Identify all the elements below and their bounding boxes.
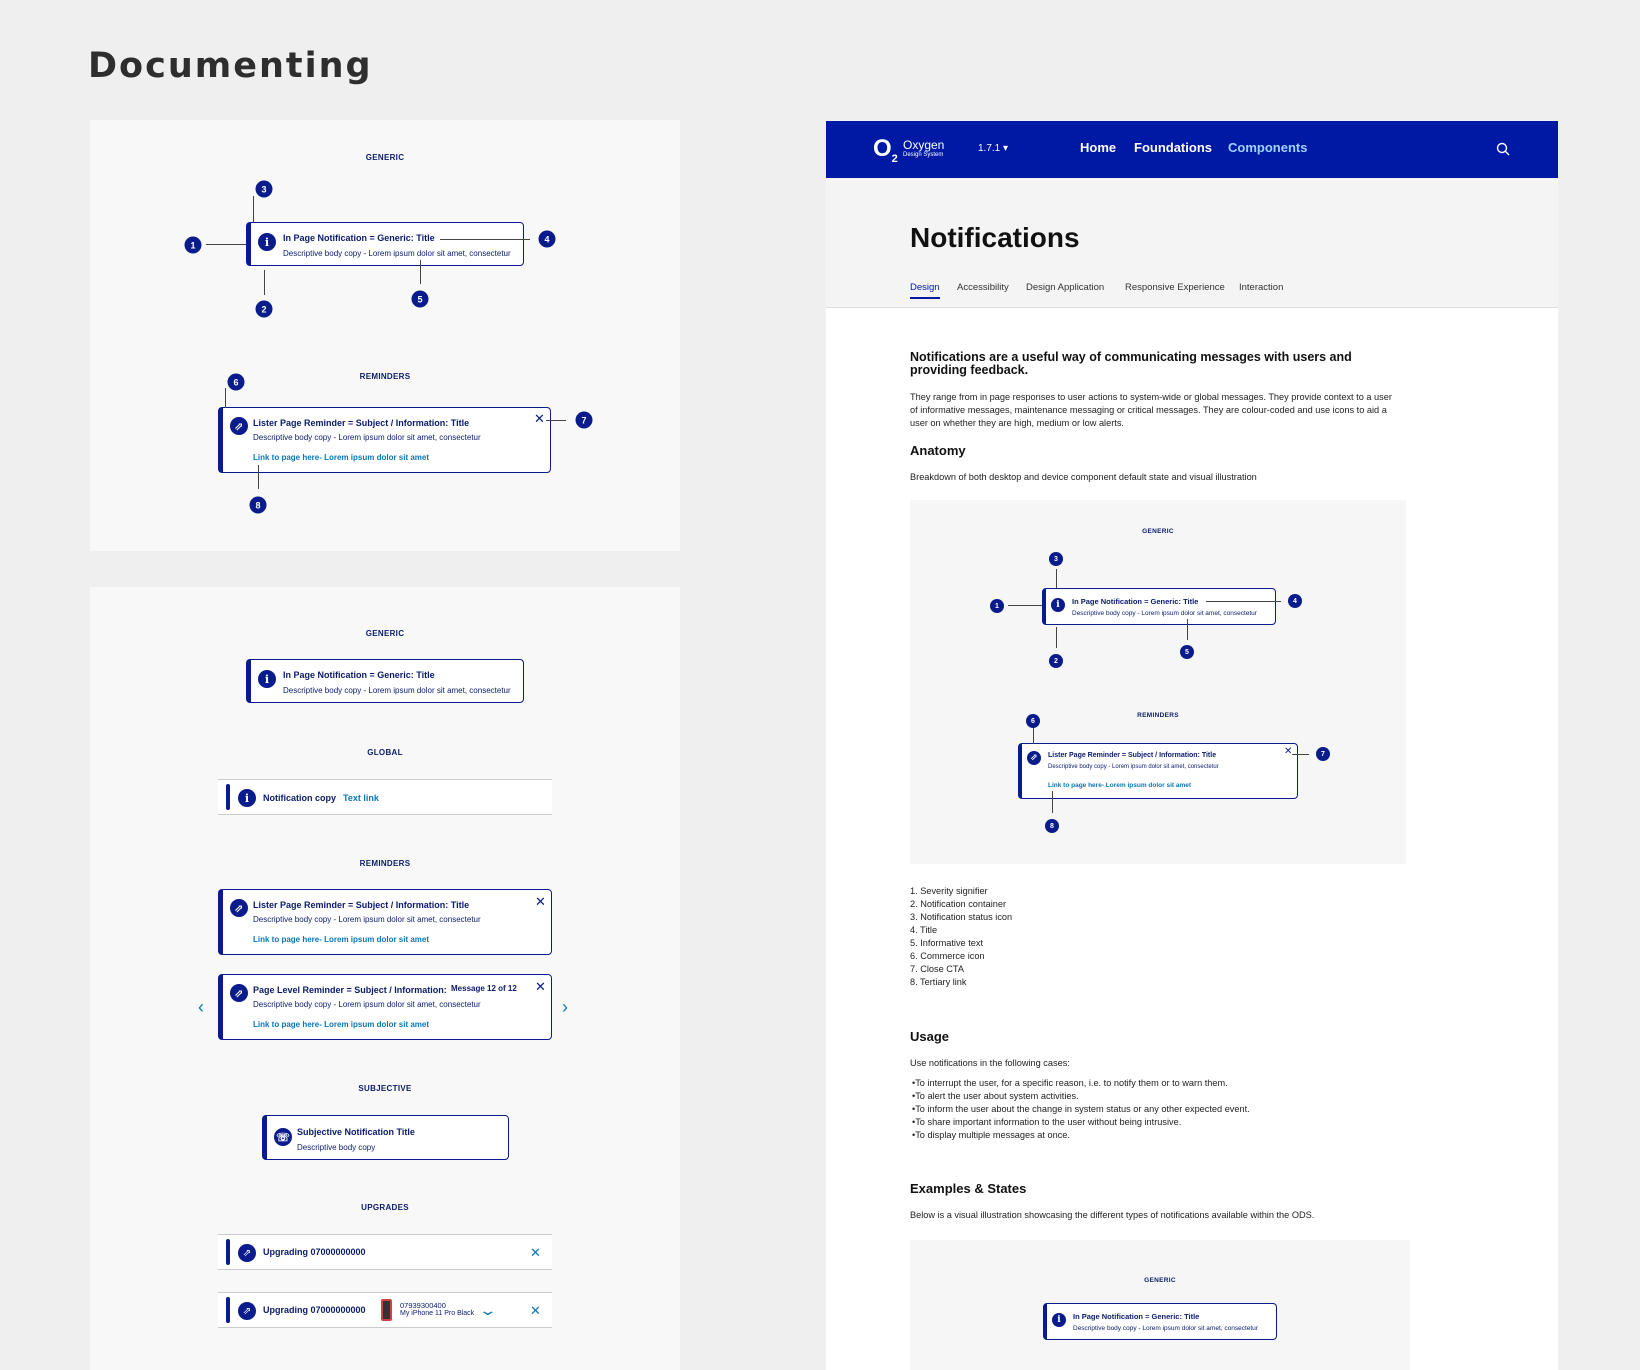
upgrade-notification-device <box>218 1292 552 1328</box>
anatomy-list-item: 5. Informative text <box>910 938 984 948</box>
phone-number: 07939300400 <box>400 1301 446 1310</box>
close-icon[interactable]: ✕ <box>530 1245 541 1260</box>
reminder-body: Descriptive body copy - Lorem ipsum dolor sit amet, consectetur <box>1048 764 1219 770</box>
reminder-body: Descriptive body copy - Lorem ipsum dolor sit amet, consectetur <box>253 915 481 924</box>
brand-subtitle: Design System <box>903 152 944 158</box>
version-select[interactable]: 1.7.1 ▾ <box>978 143 1009 154</box>
commerce-icon: ⇗ <box>230 899 248 917</box>
subjective-title: Subjective Notification Title <box>297 1127 415 1137</box>
severity-stripe <box>226 1297 230 1323</box>
illus-label-generic: GENERIC <box>1144 1277 1176 1284</box>
marker-6: 6 <box>228 374 245 391</box>
nav-components[interactable]: Components <box>1228 140 1308 155</box>
anatomy-list-item: 2. Notification container <box>910 899 1007 909</box>
section-label-upgrades: UPGRADES <box>361 1203 409 1212</box>
close-icon[interactable]: ✕ <box>530 1303 541 1318</box>
notification-body: Descriptive body copy - Lorem ipsum dolor sit amet, consectetur <box>283 249 511 258</box>
global-text-link[interactable]: Text link <box>343 793 379 803</box>
brand-name: Oxygen <box>903 138 945 152</box>
commerce-icon: ⇗ <box>1027 751 1041 765</box>
usage-description: Use notifications in the following cases: <box>910 1058 1070 1068</box>
illus-label-generic: GENERIC <box>1142 528 1174 535</box>
info-icon: i <box>238 789 256 807</box>
info-icon: i <box>1052 1313 1066 1327</box>
illus-lister-reminder <box>1018 743 1298 799</box>
nav-home[interactable]: Home <box>1080 140 1117 155</box>
notification-body: Descriptive body copy - Lorem ipsum dolor sit amet, consectetur <box>1073 1325 1258 1332</box>
usage-list-item: •To display multiple messages at once. <box>912 1130 1070 1140</box>
marker-3: 3 <box>256 181 273 198</box>
notification-body: Descriptive body copy - Lorem ipsum dolor sit amet, consectetur <box>1072 610 1257 617</box>
usage-list-item: •To inform the user about the change in system status or any other expected event. <box>912 1104 1250 1114</box>
notification-title: In Page Notification = Generic: Title <box>283 233 435 243</box>
info-icon: i <box>1051 598 1065 612</box>
reminder-link: Link to page here- Lorem ipsum dolor sit amet <box>1048 782 1192 789</box>
notification-title: In Page Notification = Generic: Title <box>283 670 435 680</box>
reminder-body: Descriptive body copy - Lorem ipsum dolor sit amet, consectetur <box>253 1000 481 1009</box>
illus-label-reminders: REMINDERS <box>1137 712 1179 719</box>
global-notification <box>218 779 552 815</box>
phone-thumbnail <box>381 1299 392 1321</box>
commerce-icon: ⇗ <box>238 1302 256 1320</box>
info-icon: i <box>258 233 276 251</box>
section-label-generic: GENERIC <box>365 153 405 162</box>
marker-8: 8 <box>250 497 267 514</box>
chevron-right-icon[interactable]: › <box>562 997 568 1017</box>
upgrade-title: Upgrading 07000000000 <box>263 1247 366 1257</box>
anatomy-list-item: 7. Close CTA <box>910 964 964 974</box>
illus-generic-notification <box>1042 588 1276 625</box>
reminder-title: Lister Page Reminder = Subject / Information: Title <box>253 418 470 428</box>
marker-7: 7 <box>1316 747 1330 761</box>
anatomy-panel <box>90 120 680 551</box>
close-icon[interactable]: ✕ <box>535 979 546 994</box>
commerce-icon: ⇗ <box>230 984 248 1002</box>
page-title: Notifications <box>910 222 1080 253</box>
marker-2: 2 <box>1049 654 1063 668</box>
notification-title: In Page Notification = Generic: Title <box>1072 597 1199 606</box>
tab-accessibility[interactable]: Accessibility <box>957 282 1009 293</box>
reminder-link[interactable]: Link to page here- Lorem ipsum dolor sit amet <box>253 935 430 944</box>
anatomy-list-item: 8. Tertiary link <box>910 977 967 987</box>
severity-stripe <box>226 1239 230 1265</box>
marker-5: 5 <box>1180 645 1194 659</box>
reminder-title: Lister Page Reminder = Subject / Information: Title <box>253 900 470 910</box>
chevron-left-icon[interactable]: ‹ <box>198 997 204 1017</box>
subjective-icon: ☏ <box>274 1128 292 1146</box>
marker-5: 5 <box>412 291 429 308</box>
top-nav <box>826 121 1558 178</box>
marker-4: 4 <box>539 231 556 248</box>
section-label-global: GLOBAL <box>367 748 403 757</box>
upgrade-title: Upgrading 07000000000 <box>263 1305 366 1315</box>
illus-generic-notification <box>1043 1303 1277 1340</box>
marker-6: 6 <box>1026 714 1040 728</box>
info-icon: i <box>258 670 276 688</box>
global-copy: Notification copy <box>263 793 337 803</box>
marker-1: 1 <box>185 237 202 254</box>
lister-reminder <box>218 889 552 955</box>
anatomy-description: Breakdown of both desktop and device component default state and visual illustration <box>910 472 1257 482</box>
page-hero <box>826 178 1558 308</box>
usage-heading: Usage <box>910 1029 950 1044</box>
anatomy-list-item: 1. Severity signifier <box>910 886 988 896</box>
generic-notification <box>246 659 524 703</box>
nav-foundations[interactable]: Foundations <box>1134 140 1212 155</box>
commerce-icon: ⇗ <box>238 1244 256 1262</box>
severity-stripe <box>226 784 230 810</box>
subjective-body: Descriptive body copy <box>297 1143 376 1152</box>
examples-panel <box>90 587 680 1370</box>
tab-responsive-experience[interactable]: Responsive Experience <box>1125 282 1225 293</box>
marker-3: 3 <box>1049 552 1063 566</box>
section-label-generic: GENERIC <box>365 629 405 638</box>
lead-text: Notifications are a useful way of communicating messages with users and providing feedback. <box>910 350 1352 377</box>
upgrade-notification <box>218 1234 552 1270</box>
marker-8: 8 <box>1045 819 1059 833</box>
tab-design-application[interactable]: Design Application <box>1026 282 1105 293</box>
anatomy-list-item: 6. Commerce icon <box>910 951 985 961</box>
anatomy-heading: Anatomy <box>910 443 966 458</box>
section-label-reminders: REMINDERS <box>359 372 411 381</box>
lister-reminder <box>218 407 551 473</box>
message-counter: Message 12 of 12 <box>451 984 517 993</box>
search-icon[interactable] <box>1496 142 1510 156</box>
o2-logo[interactable]: $O_2$ <box>873 135 898 165</box>
usage-list-item: •To interrupt the user, for a specific reason, i.e. to notify them or to warn them. <box>912 1078 1228 1088</box>
examples-heading: Examples & States <box>910 1181 1027 1196</box>
device-name: My iPhone 11 Pro Black <box>400 1310 475 1317</box>
intro-text: They range from in page responses to user actions to system-wide or global messages. They provide context to a user of informative messages, maintenance messaging or critical messages. They are colour-coded and use icons to aid a user on whether they are high, medium or low alerts. <box>910 392 1392 428</box>
notification-body: Descriptive body copy - Lorem ipsum dolor sit amet, consectetur <box>283 686 511 695</box>
section-label-subjective: SUBJECTIVE <box>358 1084 412 1093</box>
close-icon[interactable]: ✕ <box>535 894 546 909</box>
examples-illustration <box>910 1240 1410 1370</box>
chevron-down-icon[interactable]: ⌄ <box>478 1302 498 1318</box>
reminder-body: Descriptive body copy - Lorem ipsum dolor sit amet, consectetur <box>253 433 481 442</box>
section-label-reminders: REMINDERS <box>359 859 411 868</box>
reminder-title: Lister Page Reminder = Subject / Information: Title <box>1048 752 1217 759</box>
examples-description: Below is a visual illustration showcasing the different types of notifications available within the ODS. <box>910 1210 1315 1220</box>
marker-4: 4 <box>1288 594 1302 608</box>
marker-2: 2 <box>256 301 273 318</box>
reminder-link[interactable]: Link to page here- Lorem ipsum dolor sit amet <box>253 1020 430 1029</box>
anatomy-illustration <box>910 500 1406 864</box>
doc-site-window <box>826 121 1558 1370</box>
usage-list-item: •To share important information to the user without being intrusive. <box>912 1117 1182 1127</box>
marker-7: 7 <box>576 412 593 429</box>
tab-design[interactable]: Design <box>910 282 940 299</box>
tab-interaction[interactable]: Interaction <box>1239 282 1284 293</box>
close-icon: ✕ <box>1284 746 1293 757</box>
close-icon[interactable]: ✕ <box>534 411 545 426</box>
page-heading: Documenting <box>88 46 373 86</box>
subjective-notification <box>262 1115 509 1160</box>
page-level-reminder <box>218 974 552 1040</box>
commerce-icon: ⇗ <box>230 417 248 435</box>
generic-notification <box>246 222 524 266</box>
marker-1: 1 <box>990 599 1004 613</box>
reminder-link[interactable]: Link to page here- Lorem ipsum dolor sit amet <box>253 453 430 462</box>
anatomy-list-item: 4. Title <box>910 925 938 935</box>
notification-title: In Page Notification = Generic: Title <box>1073 1312 1200 1321</box>
anatomy-list-item: 3. Notification status icon <box>910 912 1013 922</box>
reminder-title: Page Level Reminder = Subject / Information: <box>253 985 447 995</box>
usage-list-item: •To alert the user about system activities. <box>912 1091 1079 1101</box>
